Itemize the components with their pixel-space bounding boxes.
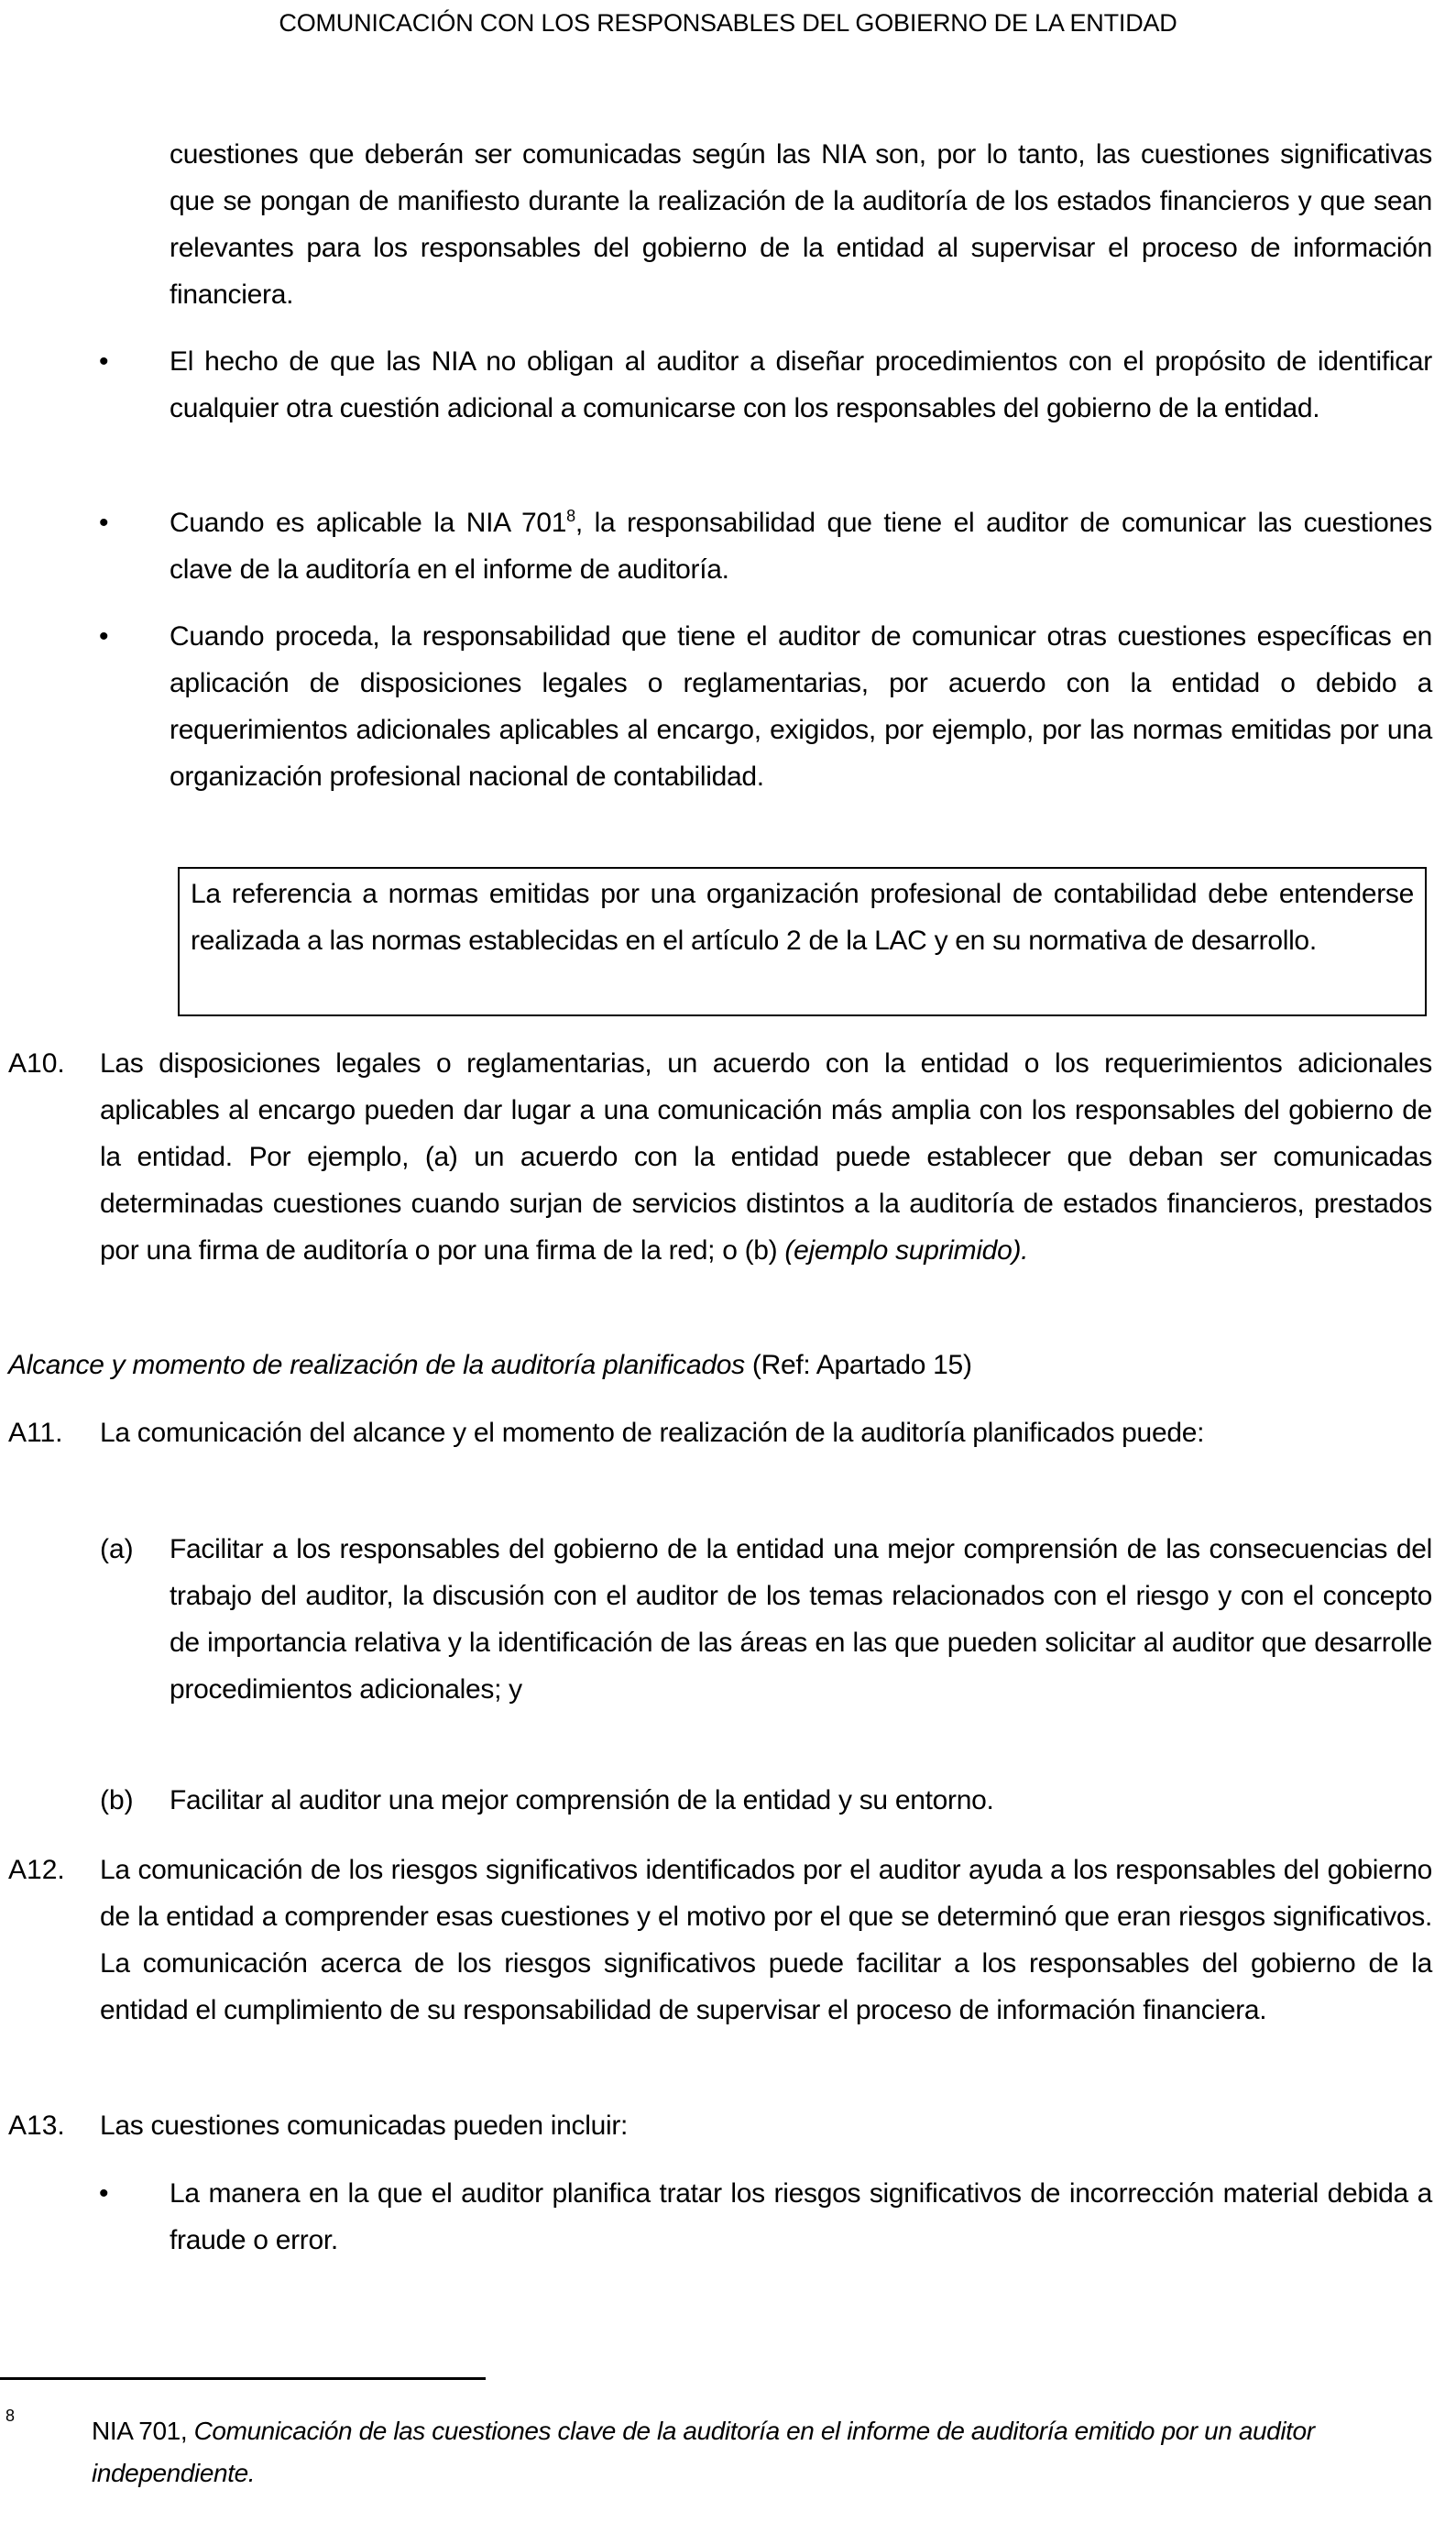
- bullet-text: Cuando es aplicable la NIA 701: [170, 508, 567, 538]
- footnote-ref[interactable]: 8: [566, 507, 575, 525]
- bullet-icon: •: [99, 346, 109, 377]
- bullet-item: El hecho de que las NIA no obligan al auditor a diseñar procedimientos con el propósito de identificar cualquier otra cuestión adicional a comunicarse con los responsables del gobierno de la entidad.: [170, 346, 1432, 423]
- footnote-separator: [0, 2377, 486, 2380]
- paragraph-text: Las disposiciones legales o reglamentarias, un acuerdo con la entidad o los requerimientos adicionales aplicables al encargo pueden dar lugar a una comunicación más amplia con los responsables del gobierno de la entidad. Por ejemplo, (a) un acuerdo con la entidad puede establecer que deban ser comunicadas determinadas cuestiones cuando surjan de servicios distintos a la auditoría de estados financieros, prestados por una firma de auditoría o por una firma de la red; o (b): [100, 1048, 1432, 1266]
- running-header: COMUNICACIÓN CON LOS RESPONSABLES DEL GOBIERNO DE LA ENTIDAD: [279, 9, 1177, 37]
- paragraph-label: A11.: [8, 1418, 63, 1448]
- bullet-item: La manera en la que el auditor planifica tratar los riesgos significativos de incorrección material debida a fraude o error.: [170, 2178, 1432, 2255]
- paragraph-a12: La comunicación de los riesgos significativos identificados por el auditor ayuda a los responsables del gobierno de la entidad a comprender esas cuestiones y el motivo por el que se determinó que eran riesgos significativos. La comunicación acerca de los riesgos significativos puede facilitar a los responsables del gobierno de la entidad el cumplimiento de su responsabilidad de supervisar el proceso de información financiera.: [100, 1855, 1432, 2025]
- paragraph-a10: [100, 1040, 1432, 1274]
- paragraph-label: A10.: [8, 1048, 65, 1079]
- list-label: (a): [100, 1534, 134, 1564]
- bullet-item: [170, 499, 1432, 593]
- paragraph-italic: (ejemplo suprimido).: [784, 1235, 1029, 1266]
- bullet-item: Cuando proceda, la responsabilidad que tiene el auditor de comunicar otras cuestiones específicas en aplicación de disposiciones legales o reglamentarias, por acuerdo con la entidad o debido a requerimientos adicionales aplicables al encargo, exigidos, por ejemplo, por las normas emitidas por una organización profesional nacional de contabilidad.: [170, 621, 1432, 792]
- footnote-title: Comunicación de las cuestiones clave de la auditoría en el informe de auditoría emitido por un auditor independiente.: [92, 2417, 1315, 2487]
- note-box: La referencia a normas emitidas por una organización profesional de contabilidad debe entenderse realizada a las normas establecidas en el artículo 2 de la LAC y en su normativa de desarrollo.: [178, 867, 1427, 1016]
- paragraph-label: A12.: [8, 1855, 65, 1885]
- list-label: (b): [100, 1785, 134, 1815]
- bullet-icon: •: [99, 621, 109, 652]
- footnote-number: 8: [5, 2407, 16, 2425]
- paragraph-continued: cuestiones que deberán ser comunicadas según las NIA son, por lo tanto, las cuestiones significativas que se pongan de manifiesto durante la realización de la auditoría de los estados financieros y que sean relevantes para los responsables del gobierno de la entidad al supervisar el proceso de información financiera.: [170, 139, 1432, 310]
- bullet-icon: •: [99, 2178, 109, 2209]
- bullet-text: , la responsabilidad que tiene el auditor de comunicar las cuestiones clave de la auditoría en el informe de auditoría.: [170, 508, 1432, 585]
- section-heading: [8, 1342, 1432, 1388]
- bullet-icon: •: [99, 508, 109, 538]
- paragraph-a13: Las cuestiones comunicadas pueden incluir:: [100, 2111, 629, 2141]
- section-heading-title: Alcance y momento de realización de la auditoría planificados: [8, 1350, 745, 1380]
- footnote-prefix: NIA 701,: [92, 2417, 194, 2445]
- footnote-text: [92, 2410, 1429, 2495]
- paragraph-a11: La comunicación del alcance y el momento de realización de la auditoría planificados puede:: [100, 1418, 1205, 1448]
- list-item: Facilitar a los responsables del gobierno de la entidad una mejor comprensión de las consecuencias del trabajo del auditor, la discusión con el auditor de los temas relacionados con el riesgo y con el concepto de importancia relativa y la identificación de las áreas en las que pueden solicitar al auditor que desarrolle procedimientos adicionales; y: [170, 1534, 1432, 1705]
- list-item: Facilitar al auditor una mejor comprensión de la entidad y su entorno.: [170, 1785, 994, 1815]
- paragraph-label: A13.: [8, 2111, 65, 2141]
- section-heading-ref: (Ref: Apartado 15): [744, 1350, 972, 1380]
